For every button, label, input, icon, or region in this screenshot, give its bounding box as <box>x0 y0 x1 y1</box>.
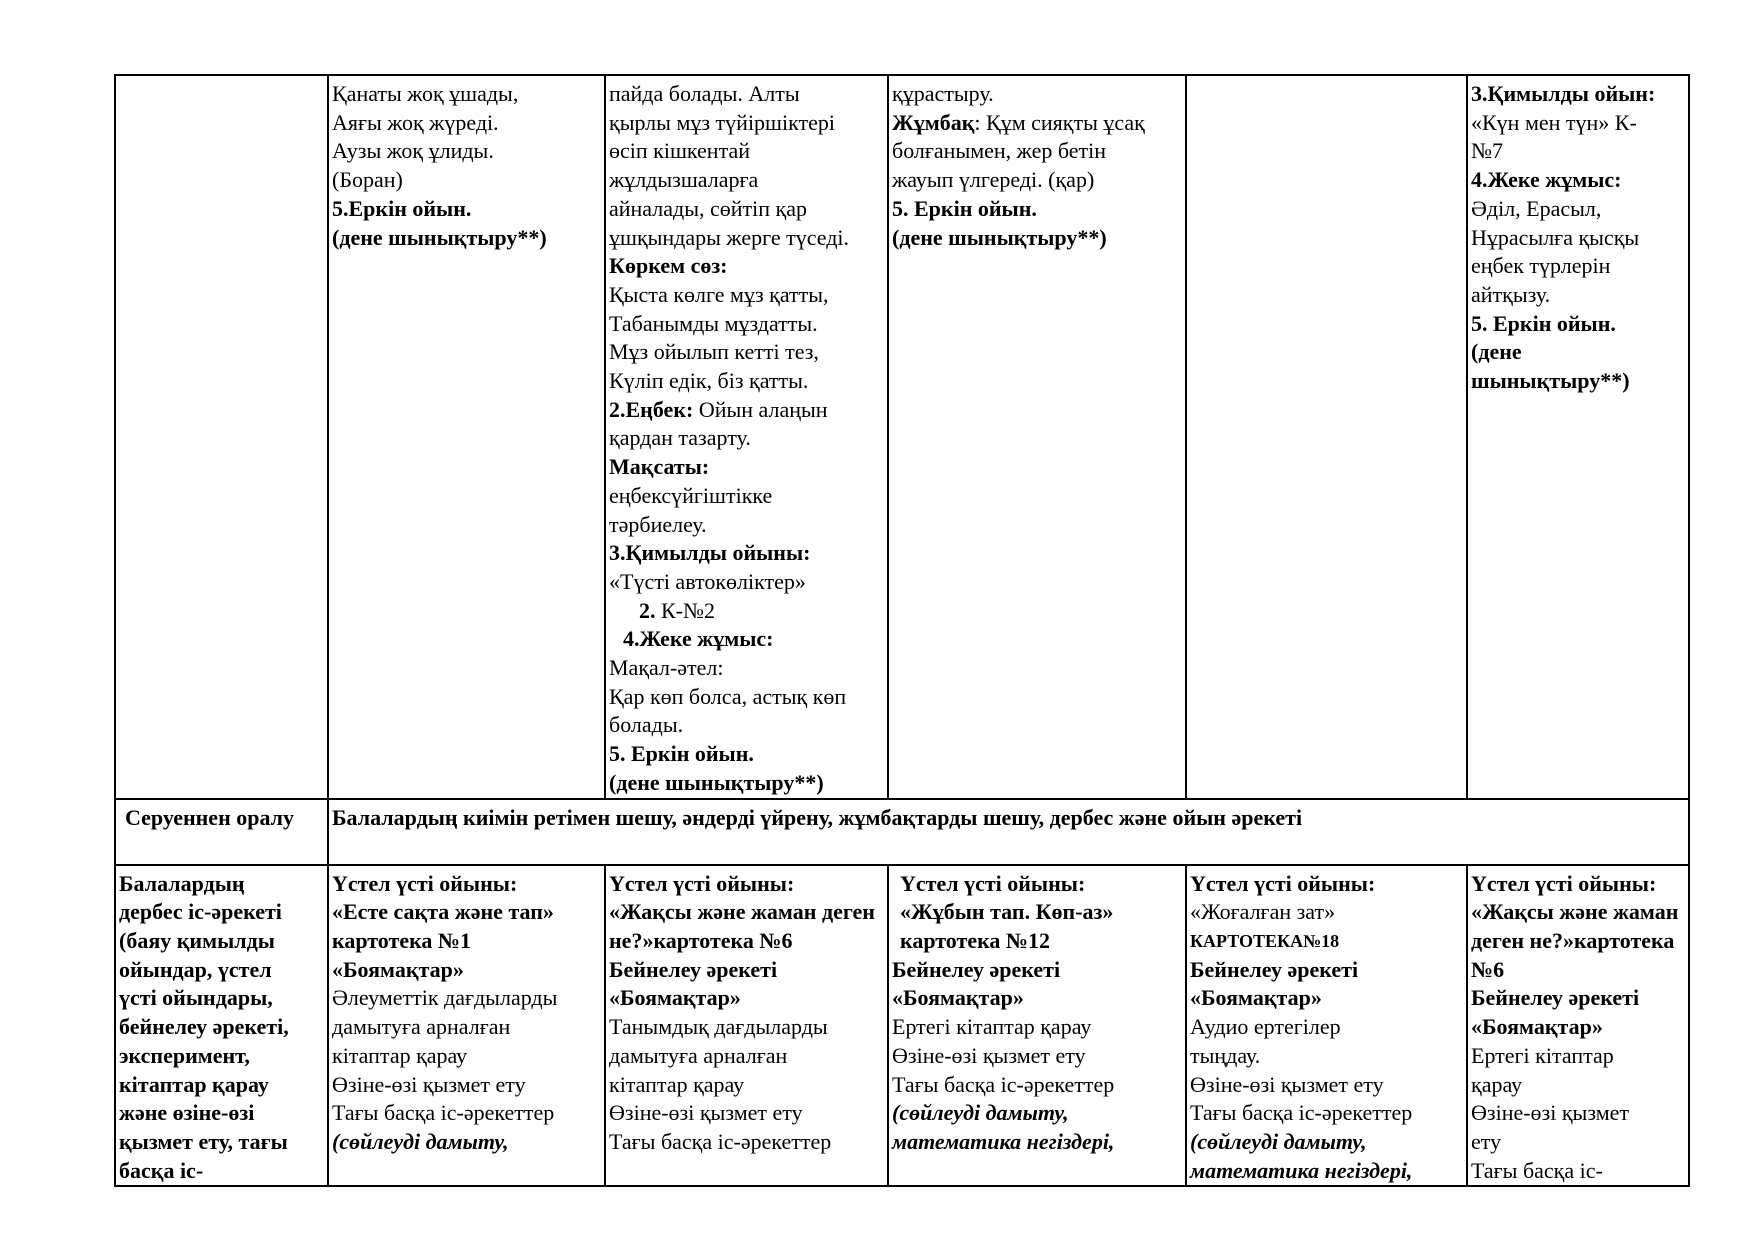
cell-line: пайда болады. Алты <box>609 81 800 106</box>
cell-line: 5. Еркін ойын. <box>892 195 1037 221</box>
cell-line: қырлы мұз түйіршіктері <box>609 109 835 135</box>
cell-line: дербес іс-әрекеті <box>119 899 282 925</box>
cell-line: «Есте сақта және тап» <box>332 899 554 925</box>
cell-line <box>609 597 885 626</box>
cell-line: деген не?»картотека <box>1471 927 1675 953</box>
cell-line: 5. Еркін ойын. <box>609 741 754 767</box>
cell-line: не?»картотека №6 <box>609 927 793 953</box>
cell-day-2 <box>605 75 888 799</box>
cell-line: Әлеуметтік дағдыларды <box>332 985 558 1011</box>
cell-line: математика негіздері, <box>892 1128 1115 1154</box>
cell-line: (сөйлеуді дамыту, <box>1190 1128 1367 1154</box>
cell-day-4 <box>1186 75 1467 799</box>
cell-line: математика негіздері, <box>1190 1157 1413 1183</box>
cell-line: Күліп едік, біз қатты. <box>609 368 809 394</box>
cell-line: ұшқындары жерге түседі. <box>609 224 850 250</box>
cell-line: құрастыру. <box>892 81 994 106</box>
cell-line: Үстел үсті ойыны: <box>332 870 518 896</box>
cell-line: Тағы басқа іс-әрекеттер <box>609 1128 832 1154</box>
cell-line: ойындар, үстел <box>119 956 272 982</box>
cell-line: үсті ойындары, <box>119 985 273 1011</box>
cell-line: Мұз ойылып кетті тез, <box>609 339 819 365</box>
cell-line: №7 <box>1471 138 1503 164</box>
cell-line: «Боямақтар» <box>1190 985 1322 1011</box>
cell-line: кітаптар қарау <box>332 1042 468 1068</box>
cell-line: Ертегі кітаптар қарау <box>892 1014 1092 1040</box>
line-rest: К-№2 <box>655 597 715 623</box>
cell-day-2 <box>605 865 888 1187</box>
cell-day-5 <box>1467 75 1689 799</box>
weekly-plan-table <box>114 74 1690 1187</box>
cell-day-3 <box>888 865 1186 1187</box>
cell-line: Өзіне-өзі қызмет ету <box>609 1100 803 1126</box>
cell-line: (баяу қимылды <box>119 927 275 953</box>
cell-line: (дене <box>1471 339 1522 365</box>
cell-line: Бейнелеу әрекеті <box>1190 956 1359 982</box>
cell-line: Бейнелеу әрекеті <box>609 956 778 982</box>
cell-line: Үстел үсті ойыны: <box>900 870 1086 896</box>
cell-line <box>609 396 885 425</box>
cell-line: (сөйлеуді дамыту, <box>332 1128 509 1154</box>
cell-line: болғанымен, жер бетін <box>892 138 1107 164</box>
cell-day-4 <box>1186 865 1467 1187</box>
cell-line: «Жұбын тап. Көп-аз» <box>900 899 1114 925</box>
cell-line: Балалардың <box>119 870 245 896</box>
line-rest: Ойын алаңын <box>693 396 828 422</box>
cell-line: Аяғы жоқ жүреді. <box>332 109 499 135</box>
cell-line: Бейнелеу әрекеті <box>892 956 1061 982</box>
cell-line: Аудио ертегілер <box>1190 1014 1341 1040</box>
cell-line: Өзіне-өзі қызмет ету <box>1190 1071 1384 1097</box>
cell-line: Қар көп болса, астық көп <box>609 683 847 709</box>
cell-line: 3.Қимылды ойыны: <box>609 540 811 566</box>
cell-line: (дене шынықтыру**) <box>332 224 547 250</box>
cell-line: Тағы басқа іс-әрекеттер <box>892 1071 1115 1097</box>
cell-line: «Боямақтар» <box>892 985 1024 1011</box>
cell-line: (дене шынықтыру**) <box>892 224 1107 250</box>
cell-line: Өзіне-өзі қызмет <box>1471 1100 1630 1126</box>
merged-content-cell <box>328 799 1689 865</box>
cell-line: Тағы басқа іс-әрекеттер <box>332 1100 555 1126</box>
cell-day-1 <box>328 865 605 1187</box>
cell-line <box>892 109 1183 138</box>
cell-line: 4.Жеке жұмыс: <box>623 626 774 652</box>
cell-line: ету <box>1471 1128 1502 1154</box>
cell-line: Тағы басқа іс-әрекеттер <box>1190 1100 1413 1126</box>
cell-line: айналады, сөйтіп қар <box>609 195 807 221</box>
cell-line: Мақал-әтел: <box>609 655 724 681</box>
bold-lead: Жұмбақ <box>892 109 975 135</box>
row-label-cell <box>115 865 328 1187</box>
cell-line: еңбексүйгіштікке <box>609 482 773 508</box>
cell-line: Мақсаты: <box>609 454 710 480</box>
cell-line: Өзіне-өзі қызмет ету <box>892 1042 1086 1068</box>
cell-line: «Жақсы және жаман <box>1471 899 1679 925</box>
cell-line: Үстел үсті ойыны: <box>609 870 795 896</box>
row-content: Балалардың киімін ретімен шешу, әндерді үйрену, жұмбақтарды шешу, дербес және ойын әрекеті <box>332 804 1303 830</box>
cell-line: Өзіне-өзі қызмет ету <box>332 1071 526 1097</box>
cell-line: «Боямақтар» <box>1471 1014 1603 1040</box>
cell-line: жауып үлгереді. (қар) <box>892 167 1095 193</box>
row-label-cell <box>115 75 328 799</box>
cell-line: Үстел үсті ойыны: <box>1190 870 1376 896</box>
cell-line: тыңдау. <box>1190 1042 1261 1068</box>
cell-line: болады. <box>609 712 684 738</box>
cell-day-5 <box>1467 865 1689 1187</box>
cell-line: «Боямақтар» <box>609 985 741 1011</box>
cell-line: (дене шынықтыру**) <box>609 769 824 795</box>
cell-line: қарау <box>1471 1071 1523 1097</box>
cell-line: 5. Еркін ойын. <box>1471 310 1616 336</box>
cell-line: қардан тазарту. <box>609 425 751 451</box>
cell-line: еңбек түрлерін <box>1471 253 1611 279</box>
cell-line: «Күн мен түн» К- <box>1471 109 1637 135</box>
cell-line: өсіп кішкентай <box>609 138 750 164</box>
bold-lead: 2. <box>639 597 656 623</box>
cell-line: №6 <box>1471 956 1505 982</box>
cell-line: дамытуға арналған <box>332 1014 511 1040</box>
cell-line: Тағы басқа іс- <box>1471 1157 1603 1183</box>
cell-line: Қанаты жоқ ұшады, <box>332 81 519 106</box>
cell-day-1 <box>328 75 605 799</box>
cell-line: Үстел үсті ойыны: <box>1471 870 1657 896</box>
cell-day-3 <box>888 75 1186 799</box>
cell-line: КАРТОТЕКА№18 <box>1190 930 1340 951</box>
cell-line: қызмет ету, тағы <box>119 1128 288 1154</box>
cell-line: Әділ, Ерасыл, <box>1471 195 1602 221</box>
cell-line: тәрбиелеу. <box>609 511 707 537</box>
table-row-walk-continued <box>115 75 1689 799</box>
cell-line: Бейнелеу әрекеті <box>1471 985 1640 1011</box>
table-row-return-from-walk <box>115 799 1689 865</box>
cell-line: «Түсті автокөліктер» <box>609 568 806 594</box>
cell-line: кітаптар қарау <box>119 1071 269 1097</box>
cell-line: (сөйлеуді дамыту, <box>892 1100 1069 1126</box>
cell-line: картотека №12 <box>900 927 1051 953</box>
cell-line: Танымдық дағдыларды <box>609 1014 828 1040</box>
cell-line: «Жақсы және жаман деген <box>609 899 875 925</box>
cell-line: 4.Жеке жұмыс: <box>1471 167 1622 193</box>
cell-line: Табанымды мұздатты. <box>609 310 818 336</box>
cell-line: жұлдызшаларға <box>609 167 759 193</box>
bold-lead: 2.Еңбек: <box>609 396 694 422</box>
cell-line: Нұрасылға қысқы <box>1471 224 1640 250</box>
cell-line: бейнелеу әрекеті, <box>119 1014 289 1040</box>
cell-line: картотека №1 <box>332 927 472 953</box>
row-label: Серуеннен оралу <box>125 804 295 830</box>
cell-line: «Боямақтар» <box>332 956 464 982</box>
cell-line: және өзіне-өзі <box>119 1100 255 1126</box>
row-label-cell <box>115 799 328 865</box>
cell-line: Қыста көлге мұз қатты, <box>609 281 829 307</box>
cell-line: Көркем сөз: <box>609 253 728 279</box>
line-rest: : Құм сияқты ұсақ <box>974 109 1145 135</box>
cell-line: Ертегі кітаптар <box>1471 1042 1614 1068</box>
cell-line: эксперимент, <box>119 1042 250 1068</box>
cell-line: кітаптар қарау <box>609 1071 745 1097</box>
cell-line: 5.Еркін ойын. <box>332 195 472 221</box>
cell-line: Аузы жоқ ұлиды. <box>332 138 494 164</box>
cell-line: шынықтыру**) <box>1471 368 1630 394</box>
cell-line: дамытуға арналған <box>609 1042 788 1068</box>
cell-line: «Жоғалған зат» <box>1190 899 1336 925</box>
cell-line: (Боран) <box>332 167 403 193</box>
cell-line: 3.Қимылды ойын: <box>1471 81 1656 106</box>
cell-line: басқа іс- <box>119 1157 204 1183</box>
table-row-independent-activity <box>115 865 1689 1187</box>
cell-line: айтқызу. <box>1471 281 1551 307</box>
